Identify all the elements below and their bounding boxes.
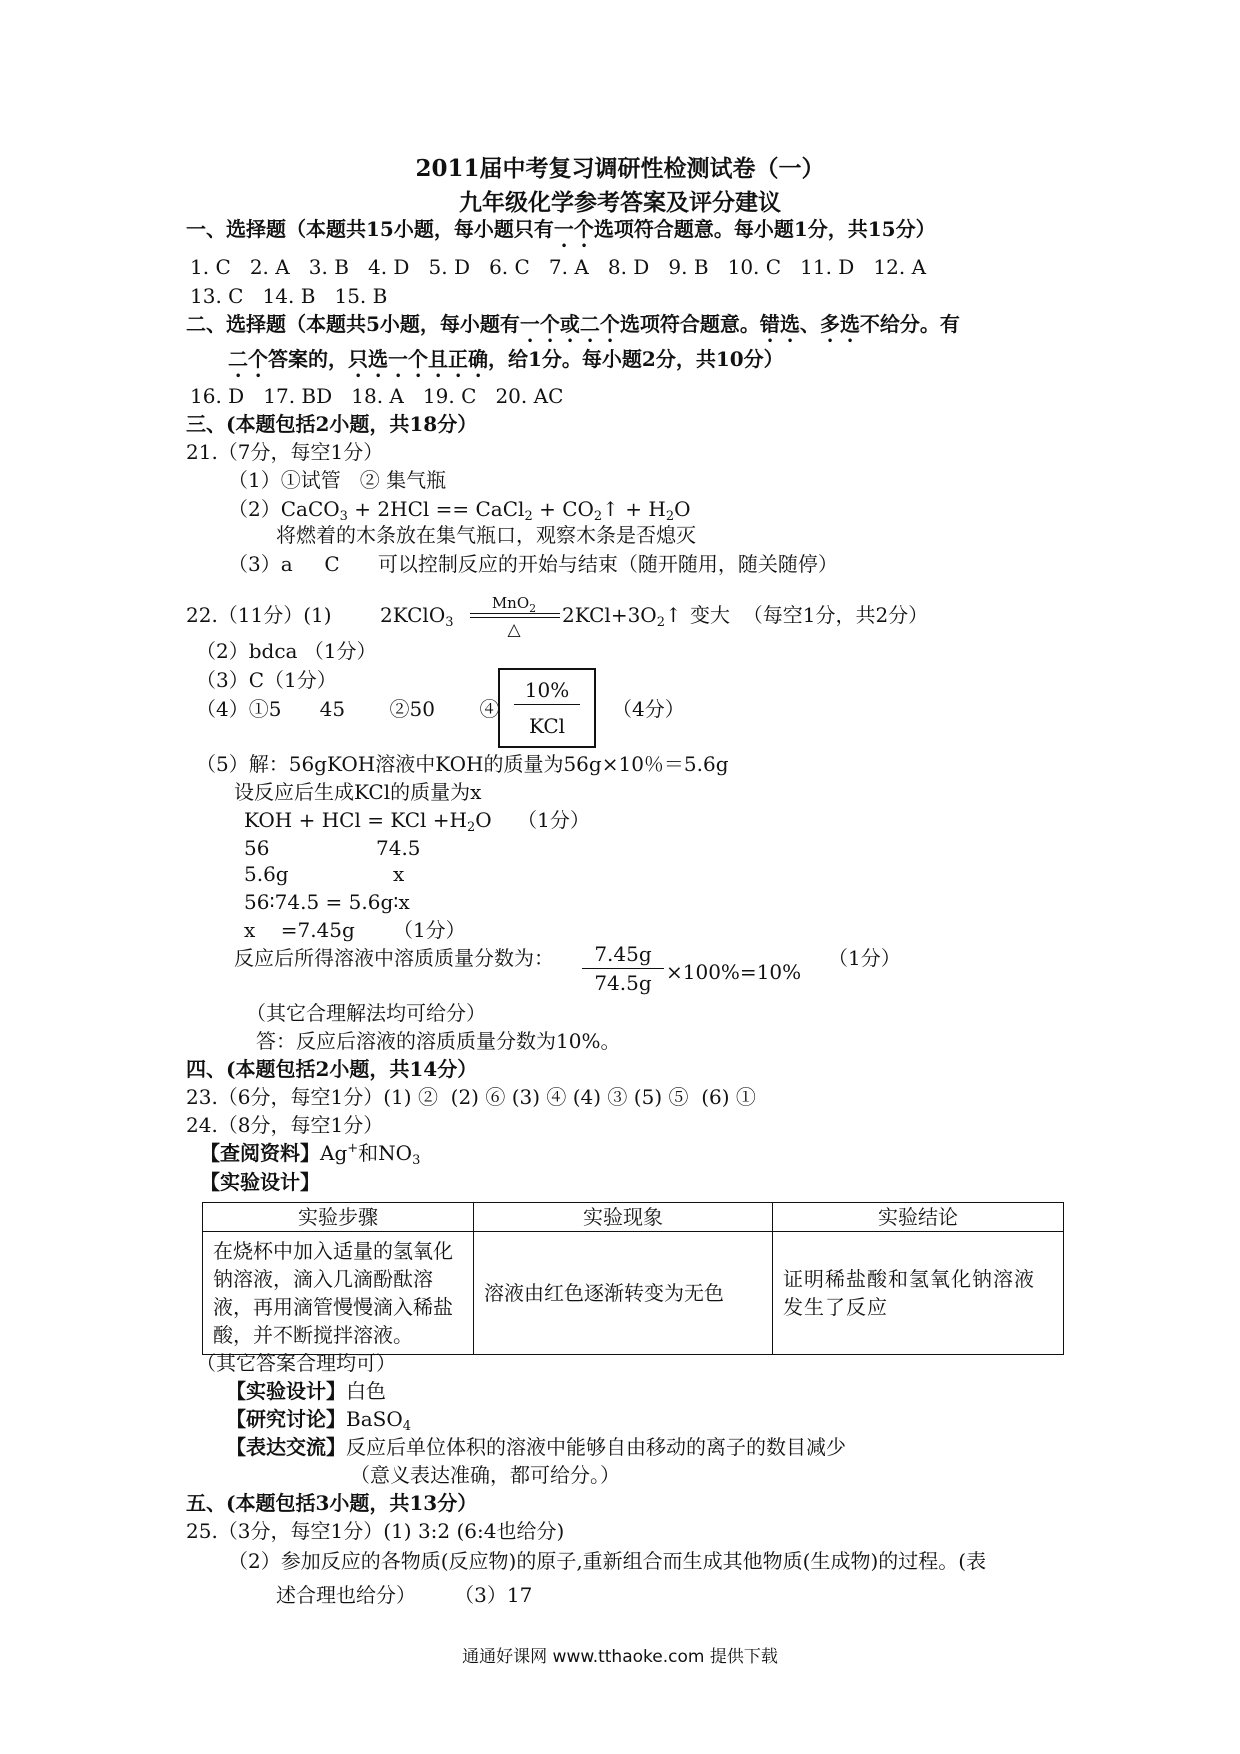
q22-part5-fraction bbox=[582, 942, 664, 995]
table-header-steps: 实验步骤 bbox=[203, 1203, 474, 1232]
q21-part2-equation: （2）CaCO$_3$ + 2HCl == CaCl$_2$ + $CO_2↑ + H_2O$ bbox=[228, 497, 691, 524]
q24-design-label: 【实验设计】 bbox=[200, 1170, 320, 1194]
q23-answers: 23.（6分，每空1分）(1) ② (2) ⑥ (3) ④ (4) ③ (5) ⑤ (6) ① bbox=[186, 1085, 756, 1109]
table-cell-conclusion: 证明稀盐酸和氢氧化钠溶液发生了反应 bbox=[773, 1232, 1064, 1355]
fraction-bar bbox=[582, 968, 664, 969]
exam-title: 2011届中考复习调研性检测试卷（一） bbox=[415, 155, 825, 182]
label-concentration: 10% bbox=[514, 678, 580, 705]
q22-part5-line1: （5）解：56gKOH溶液中KOH的质量为56g×10％＝5.6g bbox=[196, 752, 729, 776]
q22-part5-line2: 设反应后生成KCl的质量为x bbox=[234, 780, 482, 804]
fraction-numerator: 7.45g bbox=[594, 942, 652, 966]
q21-part2-note: 将燃着的木条放在集气瓶口，观察木条是否熄灭 bbox=[276, 523, 696, 547]
table-cell-step: 在烧杯中加入适量的氢氧化钠溶液，滴入几滴酚酞溶液，再用滴管慢慢滴入稀盐酸，并不断搅拌溶液。 bbox=[203, 1232, 474, 1355]
q22-part1-tail: 变大 （每空1分，共2分） bbox=[690, 603, 929, 627]
section-1-answers-line2: 13. C 14. B 15. B bbox=[190, 284, 388, 308]
section-2-answers: 16. D 17. BD 18. A 19. C 20. AC bbox=[190, 384, 564, 408]
q22-part3: （3）C（1分） bbox=[196, 668, 337, 692]
label-solute: KCl bbox=[528, 714, 566, 738]
section-3-heading: 三、(本题包括2小题，共18分） bbox=[186, 412, 478, 436]
q22-part4: （4）①5 45 ②50 ④ bbox=[196, 697, 500, 721]
q22-part2: （2）bdca （1分） bbox=[196, 639, 377, 663]
q24-reference: 【查阅资料】Ag+和$NO_3$ bbox=[200, 1141, 421, 1168]
q22-eq-left: 2KClO$_3$ bbox=[380, 603, 454, 630]
q24-heading: 24.（8分，每空1分） bbox=[186, 1113, 384, 1137]
section-5-heading: 五、(本题包括3小题，共13分） bbox=[186, 1491, 478, 1515]
exam-subtitle: 九年级化学参考答案及评分建议 bbox=[459, 189, 781, 216]
q22-part5-fraction-score: （1分） bbox=[828, 946, 901, 970]
q22-part5-proportion: 56∶74.5 = 5.6g∶x bbox=[244, 890, 410, 914]
q25-part2-line1: （2）参加反应的各物质(反应物)的原子,重新组合而生成其他物质(生成物)的过程。(表 bbox=[228, 1549, 987, 1573]
q22-catalyst: MnO$_2$ bbox=[491, 594, 537, 615]
q22-part5-fraction-label: 反应后所得溶液中溶质质量分数为： bbox=[234, 946, 554, 970]
q22-part5-mass-56: 56 bbox=[244, 836, 270, 860]
q24-expression: 【表达交流】反应后单位体积的溶液中能够自由移动的离子的数目减少 bbox=[226, 1435, 846, 1459]
q21-heading: 21.（7分，每空1分） bbox=[186, 440, 384, 464]
q22-reaction-line-2 bbox=[470, 617, 560, 618]
q22-heading: 22.（11分）(1) bbox=[186, 603, 332, 627]
q22-part5-alt-note: （其它合理解法均可给分） bbox=[246, 1001, 486, 1025]
q22-part4-score: （4分） bbox=[612, 697, 685, 721]
q22-part5-equation: KOH + HCl = KCl $+H_2O$ （1分） bbox=[244, 808, 590, 835]
q24-expression-note: （意义表达准确，都可给分。） bbox=[350, 1463, 620, 1487]
q21-part1: （1）①试管 ② 集气瓶 bbox=[228, 468, 447, 492]
section-2-heading-line1: 二、选择题（本题共5小题，每小题有一个或二个选项符合题意。错选、多选不给分。有 bbox=[186, 312, 960, 336]
q22-part5-fraction-tail: ×100%=10% bbox=[666, 960, 802, 984]
q24-design2: 【实验设计】白色 bbox=[226, 1379, 386, 1403]
q22-part5-mass-74-5: 74.5 bbox=[376, 836, 421, 860]
q25-part2-line2: 述合理也给分） （3）17 bbox=[276, 1583, 533, 1607]
reagent-label-box bbox=[498, 668, 596, 748]
q24-other-note: （其它答案合理均可） bbox=[196, 1351, 396, 1375]
q25-part1: 25.（3分，每空1分）(1) 3:2 (6:4也给分) bbox=[186, 1519, 565, 1543]
q22-reaction-line bbox=[470, 613, 560, 614]
q22-part5-answer: 答：反应后溶液的溶质质量分数为10%。 bbox=[256, 1029, 621, 1053]
footer-source: 通通好课网 www.tthaoke.com 提供下载 bbox=[462, 1647, 778, 1667]
section-2-heading-line2: 二个答案的，只选一个且正确，给1分。每小题2分，共10分） bbox=[228, 347, 784, 371]
q22-part5-given-mass: 5.6g bbox=[244, 862, 289, 886]
table-header-conclusion: 实验结论 bbox=[773, 1203, 1064, 1232]
q22-part5-result: x =7.45g （1分） bbox=[244, 918, 466, 942]
section-1-answers-line1: 1. C 2. A 3. B 4. D 5. D 6. C 7. A 8. D 9. B 10. C 11. D 12. A bbox=[190, 255, 927, 279]
section-1-heading: 一、选择题（本题共15小题，每小题只有一个选项符合题意。每小题1分，共15分） bbox=[186, 217, 936, 241]
section-4-heading: 四、(本题包括2小题，共14分） bbox=[186, 1057, 478, 1081]
q24-discussion: 【研究讨论】BaSO$_4$ bbox=[226, 1407, 411, 1434]
table-header-row bbox=[203, 1203, 1064, 1232]
table-cell-phenomenon: 溶液由红色逐渐转变为无色 bbox=[474, 1232, 773, 1355]
q22-heat-symbol: △ bbox=[507, 620, 521, 640]
q22-eq-right: $2KCl+3O_2↑$ bbox=[562, 603, 682, 630]
experiment-table bbox=[202, 1202, 1064, 1355]
q21-part3: （3）a C 可以控制反应的开始与结束（随开随用，随关随停） bbox=[228, 552, 838, 576]
q22-part5-unknown: x bbox=[393, 862, 405, 886]
table-row bbox=[203, 1232, 1064, 1355]
table-header-phenomenon: 实验现象 bbox=[474, 1203, 773, 1232]
fraction-denominator: 74.5g bbox=[594, 971, 652, 995]
